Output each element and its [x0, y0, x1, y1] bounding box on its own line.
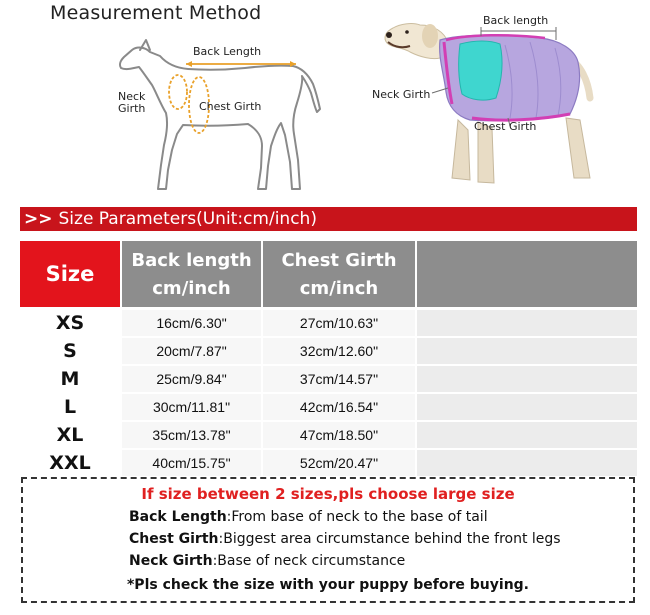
double-chevron-icon: >> [24, 209, 53, 229]
size-warning: If size between 2 sizes,pls choose large size [141, 485, 515, 503]
back-length-cell: 20cm/7.87" [122, 338, 261, 364]
table-row [20, 450, 637, 476]
chest-girth-cell: 27cm/10.63" [263, 310, 415, 336]
left-chest-label: Chest Girth [199, 100, 262, 113]
back-length-column-header [122, 241, 261, 307]
left-girth-label: Girth [118, 102, 146, 115]
size-notes-box [21, 477, 635, 603]
back-length-term: Back Length [129, 509, 227, 525]
right-neck-label: Neck Girth [372, 88, 431, 101]
empty-cell [417, 366, 637, 392]
back-length-cell: 35cm/13.78" [122, 422, 261, 448]
size-parameters-banner [20, 207, 637, 231]
size-cell: XL [56, 424, 84, 446]
chest-girth-note [129, 531, 561, 547]
back-length-cell: 30cm/11.81" [122, 394, 261, 420]
chest-girth-term: Chest Girth [129, 531, 219, 547]
table-row [20, 422, 637, 448]
chest-girth-header-line2: cm/inch [299, 278, 379, 299]
chest-girth-header-line1: Chest Girth [281, 250, 397, 271]
back-length-cell: 16cm/6.30" [122, 310, 261, 336]
table-row [20, 338, 637, 364]
size-column-header: Size [20, 241, 120, 307]
empty-cell [417, 422, 637, 448]
table-row [20, 394, 637, 420]
chest-girth-cell: 47cm/18.50" [263, 422, 415, 448]
neck-girth-term: Neck Girth [129, 553, 213, 569]
table-row [20, 310, 637, 336]
back-length-cell: 25cm/9.84" [122, 366, 261, 392]
chest-girth-desc: :Biggest area circumstance behind the front legs [218, 531, 561, 547]
size-cell: XS [55, 312, 85, 334]
chest-girth-column-header [263, 241, 415, 307]
back-length-desc: :From base of neck to the base of tail [226, 509, 488, 525]
neck-girth-desc: :Base of neck circumstance [212, 553, 406, 569]
size-cell: L [63, 396, 77, 418]
back-length-header-line1: Back length [131, 250, 252, 271]
right-back-length-label: Back length [483, 14, 549, 27]
size-cell: XXL [49, 452, 91, 474]
chest-girth-cell: 37cm/14.57" [263, 366, 415, 392]
right-chest-label: Chest Girth [474, 120, 537, 133]
empty-cell [417, 450, 637, 476]
left-dog-measure-lines [169, 64, 296, 133]
empty-cell [417, 394, 637, 420]
size-cell: M [60, 368, 80, 390]
table-row [20, 366, 637, 392]
back-length-cell: 40cm/15.75" [122, 450, 261, 476]
page-title: Measurement Method [50, 2, 262, 24]
neck-girth-note [129, 553, 405, 569]
back-length-note [129, 509, 488, 525]
measurement-illustrations [0, 0, 650, 200]
chest-girth-cell: 52cm/20.47" [263, 450, 415, 476]
chest-girth-cell: 42cm/16.54" [263, 394, 415, 420]
chest-girth-cell: 32cm/12.60" [263, 338, 415, 364]
check-size-footer: *Pls check the size with your puppy before buying. [126, 577, 529, 593]
empty-column-header [417, 241, 637, 307]
left-neck-label: Neck [118, 90, 146, 103]
right-dog-photo [385, 24, 590, 183]
left-back-length-label: Back Length [193, 45, 262, 58]
back-length-header-line2: cm/inch [152, 278, 231, 299]
banner-text: Size Parameters(Unit:cm/inch) [58, 209, 317, 229]
empty-cell [417, 310, 637, 336]
size-cell: S [63, 340, 77, 362]
empty-cell [417, 338, 637, 364]
